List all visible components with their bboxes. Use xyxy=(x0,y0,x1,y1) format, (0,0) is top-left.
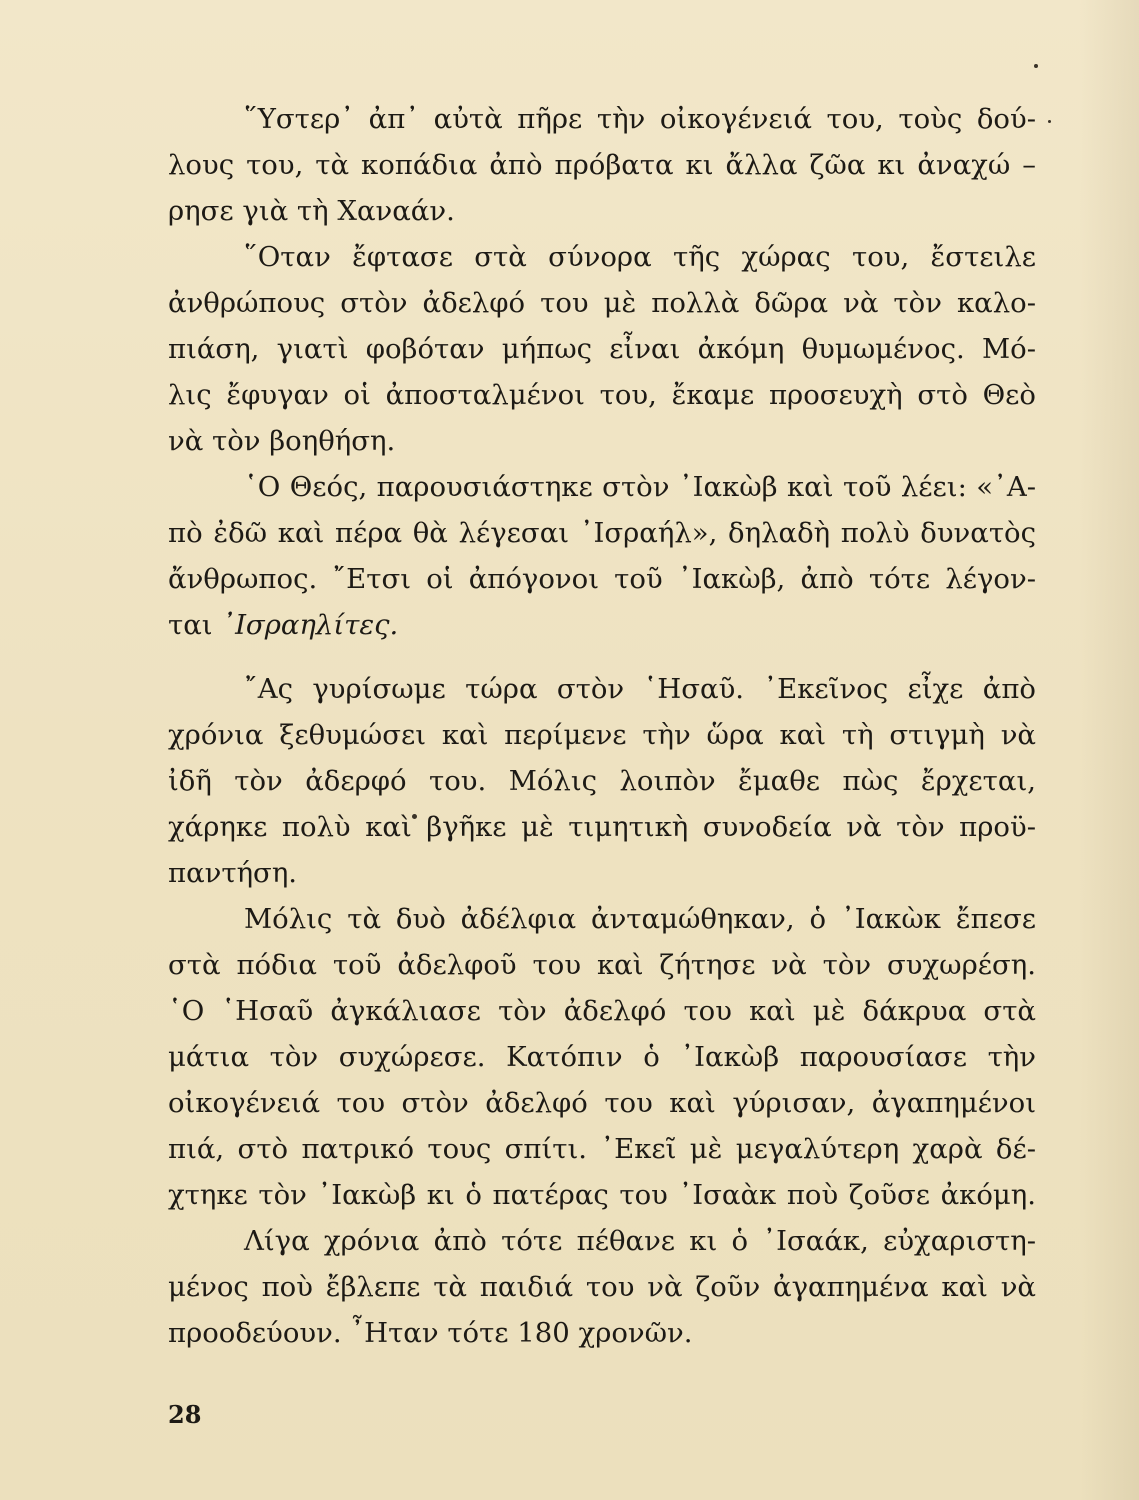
page-number: 28 xyxy=(168,1400,202,1429)
text-line: ῾Ο Θεός, παρουσιάστηκε στὸν ᾿Ιακὼβ καὶ τοῦ λέει: «᾿Α- xyxy=(244,471,1036,503)
text-line: ρησε γιὰ τὴ Χαναάν. xyxy=(168,195,455,227)
text-line: Λίγα χρόνια ἀπὸ τότε πέθανε κι ὁ ᾿Ισαάκ, εὐχαριστη- xyxy=(244,1225,1036,1257)
text-line: οἰκογένειά του στὸν ἀδελφό του καὶ γύρισαν, ἀγαπημένοι xyxy=(168,1087,1036,1119)
text-line: ῎Ας γυρίσωμε τώρα στὸν ῾Ησαῦ. ᾿Εκεῖνος εἶχε ἀπὸ xyxy=(244,673,1036,705)
text-line: προοδεύουν. ῏Ηταν τότε 180 χρονῶν. xyxy=(168,1317,693,1349)
text-line: χρόνια ξεθυμώσει καὶ περίμενε τὴν ὥρα καὶ τὴ στιγμὴ νὰ xyxy=(168,719,1036,751)
text-line: ῞Οταν ἔφτασε στὰ σύνορα τῆς χώρας του, ἔστειλε xyxy=(244,241,1036,273)
text-line: ἄνθρωπος. ῎Ετσι οἱ ἀπόγονοι τοῦ ᾿Ιακὼβ, ἀπὸ τότε λέγον- xyxy=(168,563,1036,595)
text-line: πιάση, γιατὶ φοβόταν μήπως εἶναι ἀκόμη θυμωμένος. Μό- xyxy=(168,333,1036,365)
paragraph-gap xyxy=(168,648,1036,666)
text-line: χτηκε τὸν ᾿Ιακὼβ κι ὁ πατέρας του ᾿Ισαὰκ ποὺ ζοῦσε ἀκόμη. xyxy=(168,1179,1036,1211)
text-line xyxy=(168,602,1036,648)
text-line: ῞Υστερ᾽ ἀπ᾽ αὐτὰ πῆρε τὴν οἰκογένειά του, τοὺς δού- xyxy=(244,103,1036,135)
text-line: λους του, τὰ κοπάδια ἀπὸ πρόβατα κι ἄλλα ζῶα κι ἀναχώ – xyxy=(168,149,1036,181)
text-line: νὰ τὸν βοηθήση. xyxy=(168,425,396,457)
text-line: παντήση. xyxy=(168,857,298,889)
text-line: Μόλις τὰ δυὸ ἀδέλφια ἀνταμώθηκαν, ὁ ᾿Ιακὼκ ἔπεσε xyxy=(244,903,1036,935)
text-line: μένος ποὺ ἔβλεπε τὰ παιδιά του νὰ ζοῦν ἀγαπημένα καὶ νὰ xyxy=(168,1271,1036,1303)
text-line: στὰ πόδια τοῦ ἀδελφοῦ του καὶ ζήτησε νὰ τὸν συχωρέση. xyxy=(168,949,1036,981)
print-speck xyxy=(1034,64,1038,68)
print-speck xyxy=(1048,120,1051,123)
text-line: χάρηκε πολὺ καὶ βγῆκε μὲ τιμητικὴ συνοδεία νὰ τὸν προϋ- xyxy=(168,811,1036,843)
text-line: ἀνθρώπους στὸν ἀδελφό του μὲ πολλὰ δῶρα νὰ τὸν καλο- xyxy=(168,287,1036,319)
text-line: μάτια τὸν συχώρεσε. Κατόπιν ὁ ᾿Ιακὼβ παρουσίασε τὴν xyxy=(168,1041,1036,1073)
body-text xyxy=(168,96,1036,1356)
italic-term: ᾿Ισραηλίτες. xyxy=(221,609,399,641)
text-line: πιά, στὸ πατρικό τους σπίτι. ᾿Εκεῖ μὲ μεγαλύτερη χαρὰ δέ- xyxy=(168,1133,1036,1165)
page-edge-shadow xyxy=(1079,0,1139,1500)
text-line: λις ἔφυγαν οἱ ἀποσταλμένοι του, ἔκαμε προσευχὴ στὸ Θεὸ xyxy=(168,379,1036,411)
text-line: πὸ ἐδῶ καὶ πέρα θὰ λέγεσαι ᾿Ισραήλ», δηλαδὴ πολὺ δυνατὸς xyxy=(168,517,1036,549)
text-line: ῾Ο ῾Ησαῦ ἀγκάλιασε τὸν ἀδελφό του καὶ μὲ δάκρυα στὰ xyxy=(168,995,1036,1027)
text-line: ἰδῆ τὸν ἀδερφό του. Μόλις λοιπὸν ἔμαθε πὼς ἔρχεται, xyxy=(168,765,1036,797)
text-fragment: ται xyxy=(168,609,222,641)
